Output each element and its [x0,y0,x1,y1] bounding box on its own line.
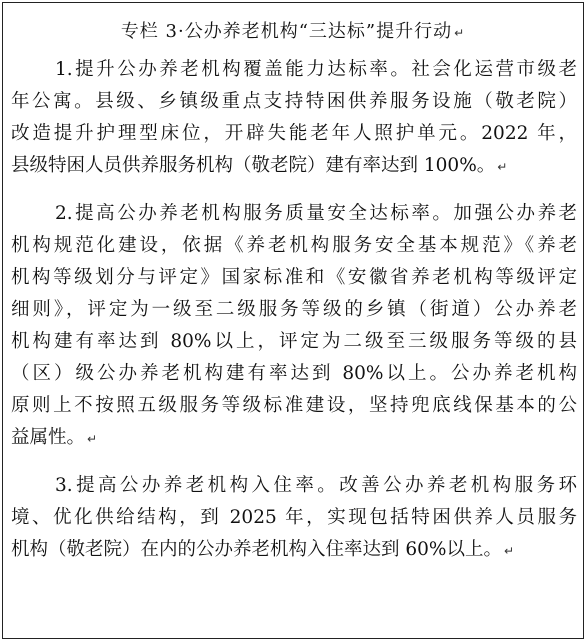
paragraph-2-line-8 [11,429,97,448]
paragraph-1-line-3: 改造提升护理型床位，开辟失能老年人照护单元。2022 年， [11,123,577,144]
box-title-text: 专栏 3·公办养老机构“三达标”提升行动 [120,21,453,42]
paragraph-mark-icon: ↵ [87,432,98,446]
paragraph-3-line-1: 3.提高公办养老机构入住率。改善公办养老机构服务环 [55,475,577,496]
paragraph-3-line-2: 境、优化供给结构，到 2025 年，实现包括特困供养人员服务 [11,507,577,528]
paragraph-3-line-3-text: 机构（敬老院）在内的公办养老机构入住率达到 60%以上。 [11,539,503,560]
paragraph-2-line-5: 机构建有率达到 80%以上，评定为二级至三级服务等级的县 [11,331,577,352]
paragraph-2-line-3: 机构等级划分与评定》国家标准和《安徽省养老机构等级评定 [11,267,577,288]
paragraph-2-line-2: 机构规范化建设，依据《养老机构服务安全基本规范》《养老 [11,235,577,256]
paragraph-3-line-3 [11,541,514,560]
paragraph-2-line-6: （区）级公办养老机构建有率达到 80%以上。公办养老机构 [11,363,577,384]
paragraph-mark-icon: ↵ [497,160,508,174]
paragraph-2-line-4: 细则》，评定为一级至二级服务等级的乡镇（街道）公办养老 [11,299,577,320]
paragraph-1-line-4-text: 县级特困人员供养服务机构（敬老院）建有率达到 100%。 [11,155,496,176]
box-title [3,17,583,43]
paragraph-mark-icon: ↵ [454,26,466,40]
paragraph-2-line-7: 原则上不按照五级服务等级标准建设，坚持兜底线保基本的公 [11,395,577,416]
paragraph-1-line-2: 年公寓。县级、乡镇级重点支持特困供养服务设施（敬老院） [11,91,577,112]
text-box-frame [2,2,584,639]
paragraph-2-line-1: 2.提高公办养老机构服务质量安全达标率。加强公办养老 [55,203,577,224]
paragraph-2-line-8-text: 益属性。 [11,427,86,448]
paragraph-1-line-4 [11,157,507,176]
paragraph-mark-icon: ↵ [504,544,515,558]
paragraph-1-line-1: 1.提升公办养老机构覆盖能力达标率。社会化运营市级老 [55,59,577,80]
